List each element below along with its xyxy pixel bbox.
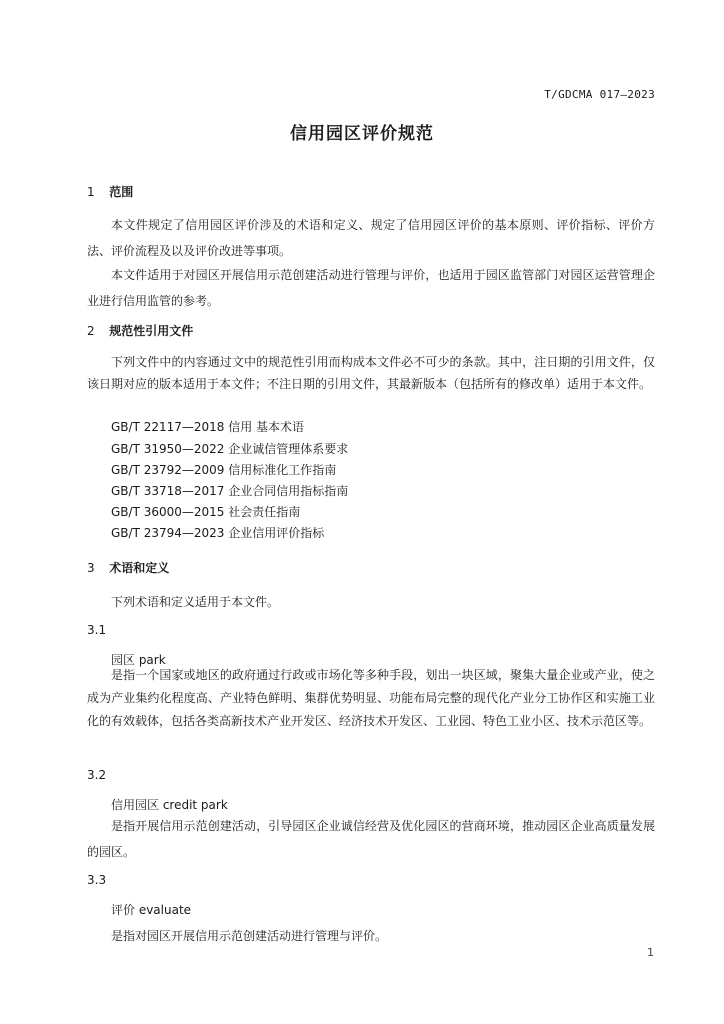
section-title: 范围: [109, 185, 134, 199]
section-title: 术语和定义: [109, 561, 170, 575]
clause-number: 3.3: [87, 873, 107, 887]
clause-number: 3.2: [87, 768, 107, 782]
terms-intro: 下列术语和定义适用于本文件。: [111, 595, 280, 609]
reference-item: GB/T 31950—2022 企业诚信管理体系要求: [111, 442, 349, 456]
section-number: 2: [87, 324, 95, 338]
reference-item: GB/T 23792—2009 信用标准化工作指南: [111, 463, 337, 477]
term-name: 评价 evaluate: [111, 903, 192, 917]
term-definition: 是指一个国家或地区的政府通过行政或市场化等多种手段，划出一块区域，聚集大量企业或产业，使之成为产业集约化程度高、产业特色鲜明、集群优势明显、功能布局完整的现代化产业分工协作区和实施工业化的有效载体，包括各类高新技术产业开发区、经济技术开发区、工业园、特色工业小区、技术示范区等。: [87, 668, 655, 728]
standard-code: T/GDCMA 017—2023: [544, 88, 655, 101]
term-definition: 是指对园区开展信用示范创建活动进行管理与评价。: [111, 929, 388, 943]
term-name: 园区 park: [111, 653, 166, 667]
section-3-heading: [87, 559, 169, 576]
scope-paragraph-2: 本文件适用于对园区开展信用示范创建活动进行管理与评价，也适用于园区监管部门对园区运营管理企业进行信用监管的参考。: [87, 268, 655, 308]
section-1-heading: [87, 183, 133, 200]
references-intro: 下列文件中的内容通过文中的规范性引用而构成本文件必不可少的条款。其中，注日期的引用文件，仅该日期对应的版本适用于本文件；不注日期的引用文件，其最新版本（包括所有的修改单）适用于本文件。: [87, 355, 655, 391]
section-title: 规范性引用文件: [109, 324, 194, 338]
document-title: 信用园区评价规范: [290, 124, 434, 144]
section-number: 3: [87, 561, 95, 575]
term-definition: 是指开展信用示范创建活动，引导园区企业诚信经营及优化园区的营商环境，推动园区企业高质量发展的园区。: [87, 819, 655, 859]
section-number: 1: [87, 185, 95, 199]
reference-item: GB/T 33718—2017 企业合同信用指标指南: [111, 484, 349, 498]
section-2-heading: [87, 322, 193, 339]
reference-item: GB/T 36000—2015 社会责任指南: [111, 505, 301, 519]
reference-item: GB/T 23794—2023 企业信用评价指标: [111, 526, 325, 540]
scope-paragraph-1: 本文件规定了信用园区评价涉及的术语和定义、规定了信用园区评价的基本原则、评价指标、评价方法、评价流程及以及评价改进等事项。: [87, 218, 655, 258]
page-number: 1: [647, 946, 654, 959]
reference-item: GB/T 22117—2018 信用 基本术语: [111, 420, 305, 434]
clause-number: 3.1: [87, 623, 107, 637]
term-name: 信用园区 credit park: [111, 798, 228, 812]
